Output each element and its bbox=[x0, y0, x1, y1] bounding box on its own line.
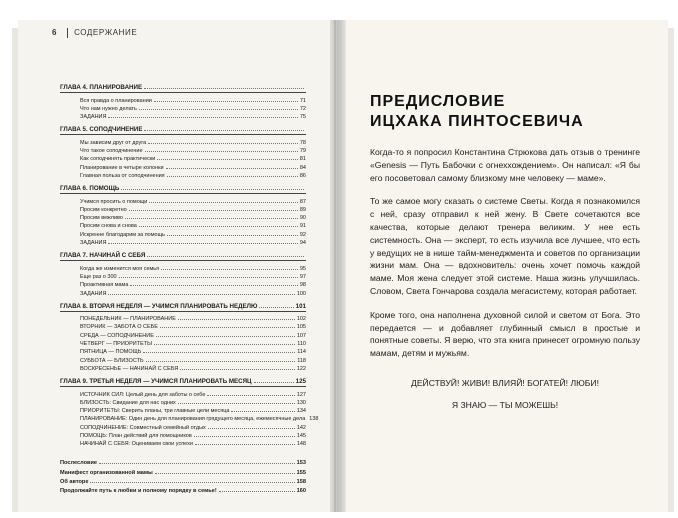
preface-title-line2: ИЦХАКА ПИНТОСЕВИЧА bbox=[370, 113, 584, 130]
toc-entry bbox=[60, 137, 306, 145]
toc-page-number: 142 bbox=[296, 424, 306, 431]
toc-entry-title: ГЛАВА 4. ПЛАНИРОВАНИЕ bbox=[60, 84, 143, 92]
toc-leader-dots bbox=[167, 176, 298, 177]
toc-back-matter bbox=[60, 457, 306, 494]
toc-back-matter-entry bbox=[60, 466, 306, 475]
toc-entry bbox=[60, 347, 306, 355]
toc-entry bbox=[60, 205, 306, 213]
toc-page-number: 75 bbox=[299, 114, 306, 121]
toc-chapter-rule bbox=[60, 134, 306, 135]
toc-leader-dots bbox=[254, 382, 294, 383]
toc-page-number: 71 bbox=[299, 97, 306, 104]
page-number: 6 bbox=[52, 28, 58, 38]
toc-leader-dots bbox=[148, 143, 298, 144]
toc-chapter-rule bbox=[60, 260, 306, 261]
toc-leader-dots bbox=[143, 352, 295, 353]
toc-entry bbox=[60, 364, 306, 372]
toc-page-number: 125 bbox=[295, 378, 306, 386]
toc-chapter-heading bbox=[60, 377, 306, 385]
toc-chapter-rule bbox=[60, 193, 306, 194]
toc-entry bbox=[60, 229, 306, 237]
toc-page-number: 160 bbox=[296, 488, 306, 495]
toc-leader-dots bbox=[119, 277, 298, 278]
toc-entry-title: Когда же изменится моя семья bbox=[80, 265, 160, 272]
toc-entry-title: Просим вежливо bbox=[80, 215, 123, 222]
toc-entry-title: Искренне благодарим за помощь bbox=[80, 231, 165, 238]
toc-leader-dots bbox=[155, 473, 295, 474]
toc-page-number: 72 bbox=[299, 105, 306, 112]
toc-leader-dots bbox=[231, 411, 294, 412]
toc-back-matter-entry bbox=[60, 457, 306, 466]
toc-leader-dots bbox=[147, 256, 304, 257]
toc-entry-title: ГЛАВА 5. СОПОДЧИНЕНИЕ bbox=[60, 126, 143, 134]
toc-page-number: 91 bbox=[299, 223, 306, 230]
toc-leader-dots bbox=[99, 463, 295, 464]
toc-entry bbox=[60, 146, 306, 154]
toc-entry-title: ПЯТНИЦА — ПОМОЩЬ bbox=[80, 349, 142, 356]
toc-page-number: 107 bbox=[296, 332, 306, 339]
toc-page-number: 101 bbox=[295, 302, 306, 310]
toc-back-matter-entry bbox=[60, 485, 306, 494]
toc-entry-title: ПРИОРИТЕТЫ: Сверить планы, три главные цели месяца bbox=[80, 408, 230, 415]
toc-chapter bbox=[60, 302, 306, 372]
toc-entry-title: ВТОРНИК — ЗАБОТА О СЕБЕ bbox=[80, 324, 158, 331]
toc-page-number: 79 bbox=[299, 148, 306, 155]
toc-page-number: 138 bbox=[309, 416, 319, 423]
toc-page-number: 158 bbox=[296, 478, 306, 485]
toc-page-number: 78 bbox=[299, 139, 306, 146]
toc-leader-dots bbox=[259, 307, 293, 308]
toc-chapter bbox=[60, 251, 306, 296]
toc-page-number: 118 bbox=[297, 357, 306, 364]
toc-entry bbox=[60, 221, 306, 229]
toc-entry bbox=[60, 406, 306, 414]
toc-page-number: 95 bbox=[299, 265, 306, 272]
toc-entry bbox=[60, 95, 306, 103]
toc-leader-dots bbox=[195, 444, 295, 445]
toc-leader-dots bbox=[167, 235, 298, 236]
toc-leader-dots bbox=[145, 151, 298, 152]
toc-page-number: 114 bbox=[297, 349, 306, 356]
book-gutter bbox=[330, 20, 346, 512]
toc-leader-dots bbox=[219, 491, 295, 492]
toc-entry bbox=[60, 288, 306, 296]
toc-chapter-heading bbox=[60, 302, 306, 310]
toc-leader-dots bbox=[108, 243, 297, 244]
toc-page-number: 153 bbox=[296, 460, 306, 467]
toc-entry bbox=[60, 339, 306, 347]
toc-page-number: 155 bbox=[296, 469, 306, 476]
toc-page-number: 98 bbox=[299, 282, 306, 289]
toc-page-number: 97 bbox=[299, 273, 306, 280]
toc-entry-title: ВОСКРЕСЕНЬЕ — НАЧИНАЙ С СЕБЯ bbox=[80, 365, 179, 372]
toc-entry bbox=[60, 398, 306, 406]
toc-page-number: 94 bbox=[299, 240, 306, 247]
toc-entry-title: Планирование в четыре колонки bbox=[80, 164, 164, 171]
toc-entry-title: Что такое соподчинение bbox=[80, 148, 143, 155]
toc-entry-title: ГЛАВА 7. НАЧИНАЙ С СЕБЯ bbox=[60, 252, 146, 260]
toc-entry bbox=[60, 322, 306, 330]
toc-entry-title: ЗАДАНИЯ bbox=[80, 114, 107, 121]
toc-entry bbox=[60, 238, 306, 246]
toc-leader-dots bbox=[154, 344, 295, 345]
toc-page-number: 102 bbox=[296, 316, 306, 323]
toc-entry-title: Что нам нужно делать bbox=[80, 105, 137, 112]
toc-page-number: 92 bbox=[299, 231, 306, 238]
toc-leader-dots bbox=[166, 168, 298, 169]
toc-leader-dots bbox=[108, 294, 294, 295]
toc-entry bbox=[60, 355, 306, 363]
toc-chapter-heading bbox=[60, 125, 306, 133]
toc-entry-title: ИСТОЧНИК СИЛ: Целый день для заботы о себе bbox=[80, 391, 206, 398]
toc-leader-dots bbox=[144, 88, 304, 89]
toc-page-number: 105 bbox=[296, 324, 306, 331]
toc-entry bbox=[60, 213, 306, 221]
toc-chapter bbox=[60, 83, 306, 120]
running-head-title: СОДЕРЖАНИЕ bbox=[74, 28, 138, 38]
preface-paragraph-3: Кроме того, она наполнена духовной силой и светом от Бога. Это передается — и добавляет глубинный смысл в простые и понятные советы. Я верю, что эта книга принесет огромную пользу мамам, детям и мужьям. bbox=[370, 309, 640, 359]
toc-entry bbox=[60, 104, 306, 112]
toc-page-number: 127 bbox=[296, 391, 306, 398]
toc-entry bbox=[60, 112, 306, 120]
toc-entry-title: ЧЕТВЕРГ — ПРИОРИТЕТЫ bbox=[80, 341, 152, 348]
toc-entry-title: СУББОТА — БЛИЗОСТЬ bbox=[80, 357, 144, 364]
toc-entry-title: Проактивная мама bbox=[80, 282, 129, 289]
toc-entry-title: БЛИЗОСТЬ: Свидание для нас одних bbox=[80, 399, 176, 406]
toc-entry-title: Просим конкретно bbox=[80, 206, 127, 213]
toc-leader-dots bbox=[157, 159, 298, 160]
toc-entry bbox=[60, 280, 306, 288]
toc-page-number: 110 bbox=[297, 341, 306, 348]
toc-page-number: 130 bbox=[296, 399, 306, 406]
toc-entry bbox=[60, 196, 306, 204]
toc-entry bbox=[60, 314, 306, 322]
toc-entry bbox=[60, 439, 306, 447]
preface-body bbox=[370, 146, 640, 371]
toc-page-number: 148 bbox=[296, 441, 306, 448]
toc-entry-title: ПОМОЩЬ: План действий для помощников bbox=[80, 432, 192, 439]
toc-entry-title: Вся правда о планировании bbox=[80, 97, 152, 104]
toc-page-number: 81 bbox=[299, 156, 306, 163]
toc-entry bbox=[60, 154, 306, 162]
toc-entry-title: ГЛАВА 9. ТРЕТЬЯ НЕДЕЛЯ — УЧИМСЯ ПЛАНИРОВАТЬ МЕСЯЦ bbox=[60, 378, 252, 386]
toc-page-number: 134 bbox=[296, 408, 306, 415]
toc-chapter-rule bbox=[60, 386, 306, 387]
right-page-edge bbox=[668, 28, 674, 512]
toc-leader-dots bbox=[130, 285, 297, 286]
toc-entry-title: Еще раз о 300 bbox=[80, 273, 117, 280]
toc-chapter bbox=[60, 184, 306, 246]
toc-page-number: 86 bbox=[299, 172, 306, 179]
table-of-contents bbox=[60, 78, 319, 495]
running-head-divider bbox=[67, 28, 68, 38]
toc-entry bbox=[60, 330, 306, 338]
toc-entry-title: ЗАДАНИЯ bbox=[80, 290, 107, 297]
toc-chapter-heading bbox=[60, 83, 306, 91]
toc-entry-title: ПЛАНИРОВАНИЕ: Один день для планирования грядущего месяца, ежемесячные дела bbox=[80, 416, 306, 423]
toc-chapter bbox=[60, 377, 319, 448]
preface-title bbox=[370, 92, 640, 132]
toc-entry-title: ЗАДАНИЯ bbox=[80, 240, 107, 247]
toc-leader-dots bbox=[178, 319, 295, 320]
toc-entry-title: Продолжайте путь к любви и полному порядку в семье! bbox=[60, 488, 217, 495]
toc-chapter-rule bbox=[60, 311, 306, 312]
toc-leader-dots bbox=[160, 327, 295, 328]
toc-leader-dots bbox=[156, 336, 295, 337]
toc-leader-dots bbox=[139, 226, 298, 227]
toc-leader-dots bbox=[129, 210, 298, 211]
call-to-action-2: Я ЗНАЮ — ТЫ МОЖЕШЬ! bbox=[451, 400, 559, 410]
toc-entry bbox=[60, 171, 306, 179]
toc-page-number: 90 bbox=[299, 215, 306, 222]
toc-entry-title: Главная польза от соподчинения bbox=[80, 172, 165, 179]
toc-page-number: 87 bbox=[299, 198, 306, 205]
toc-entry-title: СРЕДА — СОПОДЧИНЕНИЕ bbox=[80, 332, 154, 339]
toc-chapter-heading bbox=[60, 251, 306, 259]
call-to-action-1: ДЕЙСТВУЙ! ЖИВИ! ВЛИЯЙ! БОГАТЕЙ! ЛЮБИ! bbox=[411, 378, 599, 388]
toc-entry-title: ГЛАВА 8. ВТОРАЯ НЕДЕЛЯ — УЧИМСЯ ПЛАНИРОВАТЬ НЕДЕЛЮ bbox=[60, 302, 258, 310]
preface-title-line1: ПРЕДИСЛОВИЕ bbox=[370, 93, 506, 110]
toc-leader-dots bbox=[121, 189, 304, 190]
toc-entry-title: Просим снова и снова bbox=[80, 223, 137, 230]
toc-page-number: 100 bbox=[296, 290, 306, 297]
toc-entry-title: Учимся просить о помощи bbox=[80, 198, 148, 205]
toc-entry-title: ПОНЕДЕЛЬНИК — ПЛАНИРОВАНИЕ bbox=[80, 316, 176, 323]
toc-entry-title: Манифест организованной мамы bbox=[60, 469, 153, 476]
toc-entry bbox=[60, 263, 306, 271]
toc-leader-dots bbox=[194, 436, 295, 437]
toc-entry bbox=[60, 272, 306, 280]
toc-leader-dots bbox=[178, 403, 295, 404]
toc-leader-dots bbox=[146, 361, 296, 362]
toc-page-number: 89 bbox=[299, 206, 306, 213]
toc-chapter-rule bbox=[60, 92, 306, 93]
toc-entry bbox=[60, 414, 319, 423]
toc-leader-dots bbox=[208, 428, 295, 429]
toc-leader-dots bbox=[125, 218, 298, 219]
preface-paragraph-2: То же самое могу сказать о системе Светы. Когда я познакомился с ней, сразу отправил к ней жену. В Свете сочетаются все качества, которые делают тренера великим. У нее есть системность. Она — эксперт, то есть изучила все лучшее, что есть у ведущих не в нише тайм-менеджмента и советов по организации жизни мам. Она — вдохновитель: очень хочет помочь каждой маме. Моя жена следует этой системе. Наша жизнь улучшилась. Словом, Света Гончарова создала мегасистему, которая работает. bbox=[370, 196, 640, 296]
toc-entry-title: Как соподчинять практически bbox=[80, 156, 156, 163]
toc-back-matter-entry bbox=[60, 476, 306, 485]
toc-entry-title: ГЛАВА 6. ПОМОЩЬ bbox=[60, 185, 120, 193]
toc-entry-title: Мы зависим друг от друга bbox=[80, 139, 147, 146]
toc-leader-dots bbox=[161, 269, 298, 270]
toc-entry bbox=[60, 431, 306, 439]
toc-entry-title: НАЧИНАЙ С СЕБЯ: Оцениваем свои успехи bbox=[80, 441, 193, 448]
toc-leader-dots bbox=[90, 482, 294, 483]
toc-page-number: 84 bbox=[299, 164, 306, 171]
toc-entry-title: Послесловие bbox=[60, 460, 97, 467]
toc-leader-dots bbox=[180, 369, 294, 370]
toc-chapter-heading bbox=[60, 184, 306, 192]
running-head bbox=[52, 28, 137, 38]
toc-leader-dots bbox=[149, 202, 298, 203]
toc-page-number: 145 bbox=[296, 432, 306, 439]
toc-entry bbox=[60, 422, 306, 430]
toc-chapter bbox=[60, 125, 306, 179]
toc-entry-title: СОПОДЧИНЕНИЕ: Совместный семейный отдых bbox=[80, 424, 206, 431]
toc-leader-dots bbox=[144, 130, 304, 131]
preface-paragraph-1: Когда-то я попросил Константина Стрюкова дать отзыв о тренинге «Genesis — Путь Бабочки с огнеххождением». Он написал: «Я бы его посоветовал самому близкому мне человеку — маме». bbox=[370, 147, 640, 183]
toc-leader-dots bbox=[154, 101, 298, 102]
toc-leader-dots bbox=[139, 109, 298, 110]
toc-page-number: 122 bbox=[296, 365, 306, 372]
toc-leader-dots bbox=[108, 117, 297, 118]
toc-entry bbox=[60, 162, 306, 170]
toc-entry-title: Об авторе bbox=[60, 478, 89, 485]
toc-entry bbox=[60, 389, 306, 397]
toc-leader-dots bbox=[207, 395, 294, 396]
